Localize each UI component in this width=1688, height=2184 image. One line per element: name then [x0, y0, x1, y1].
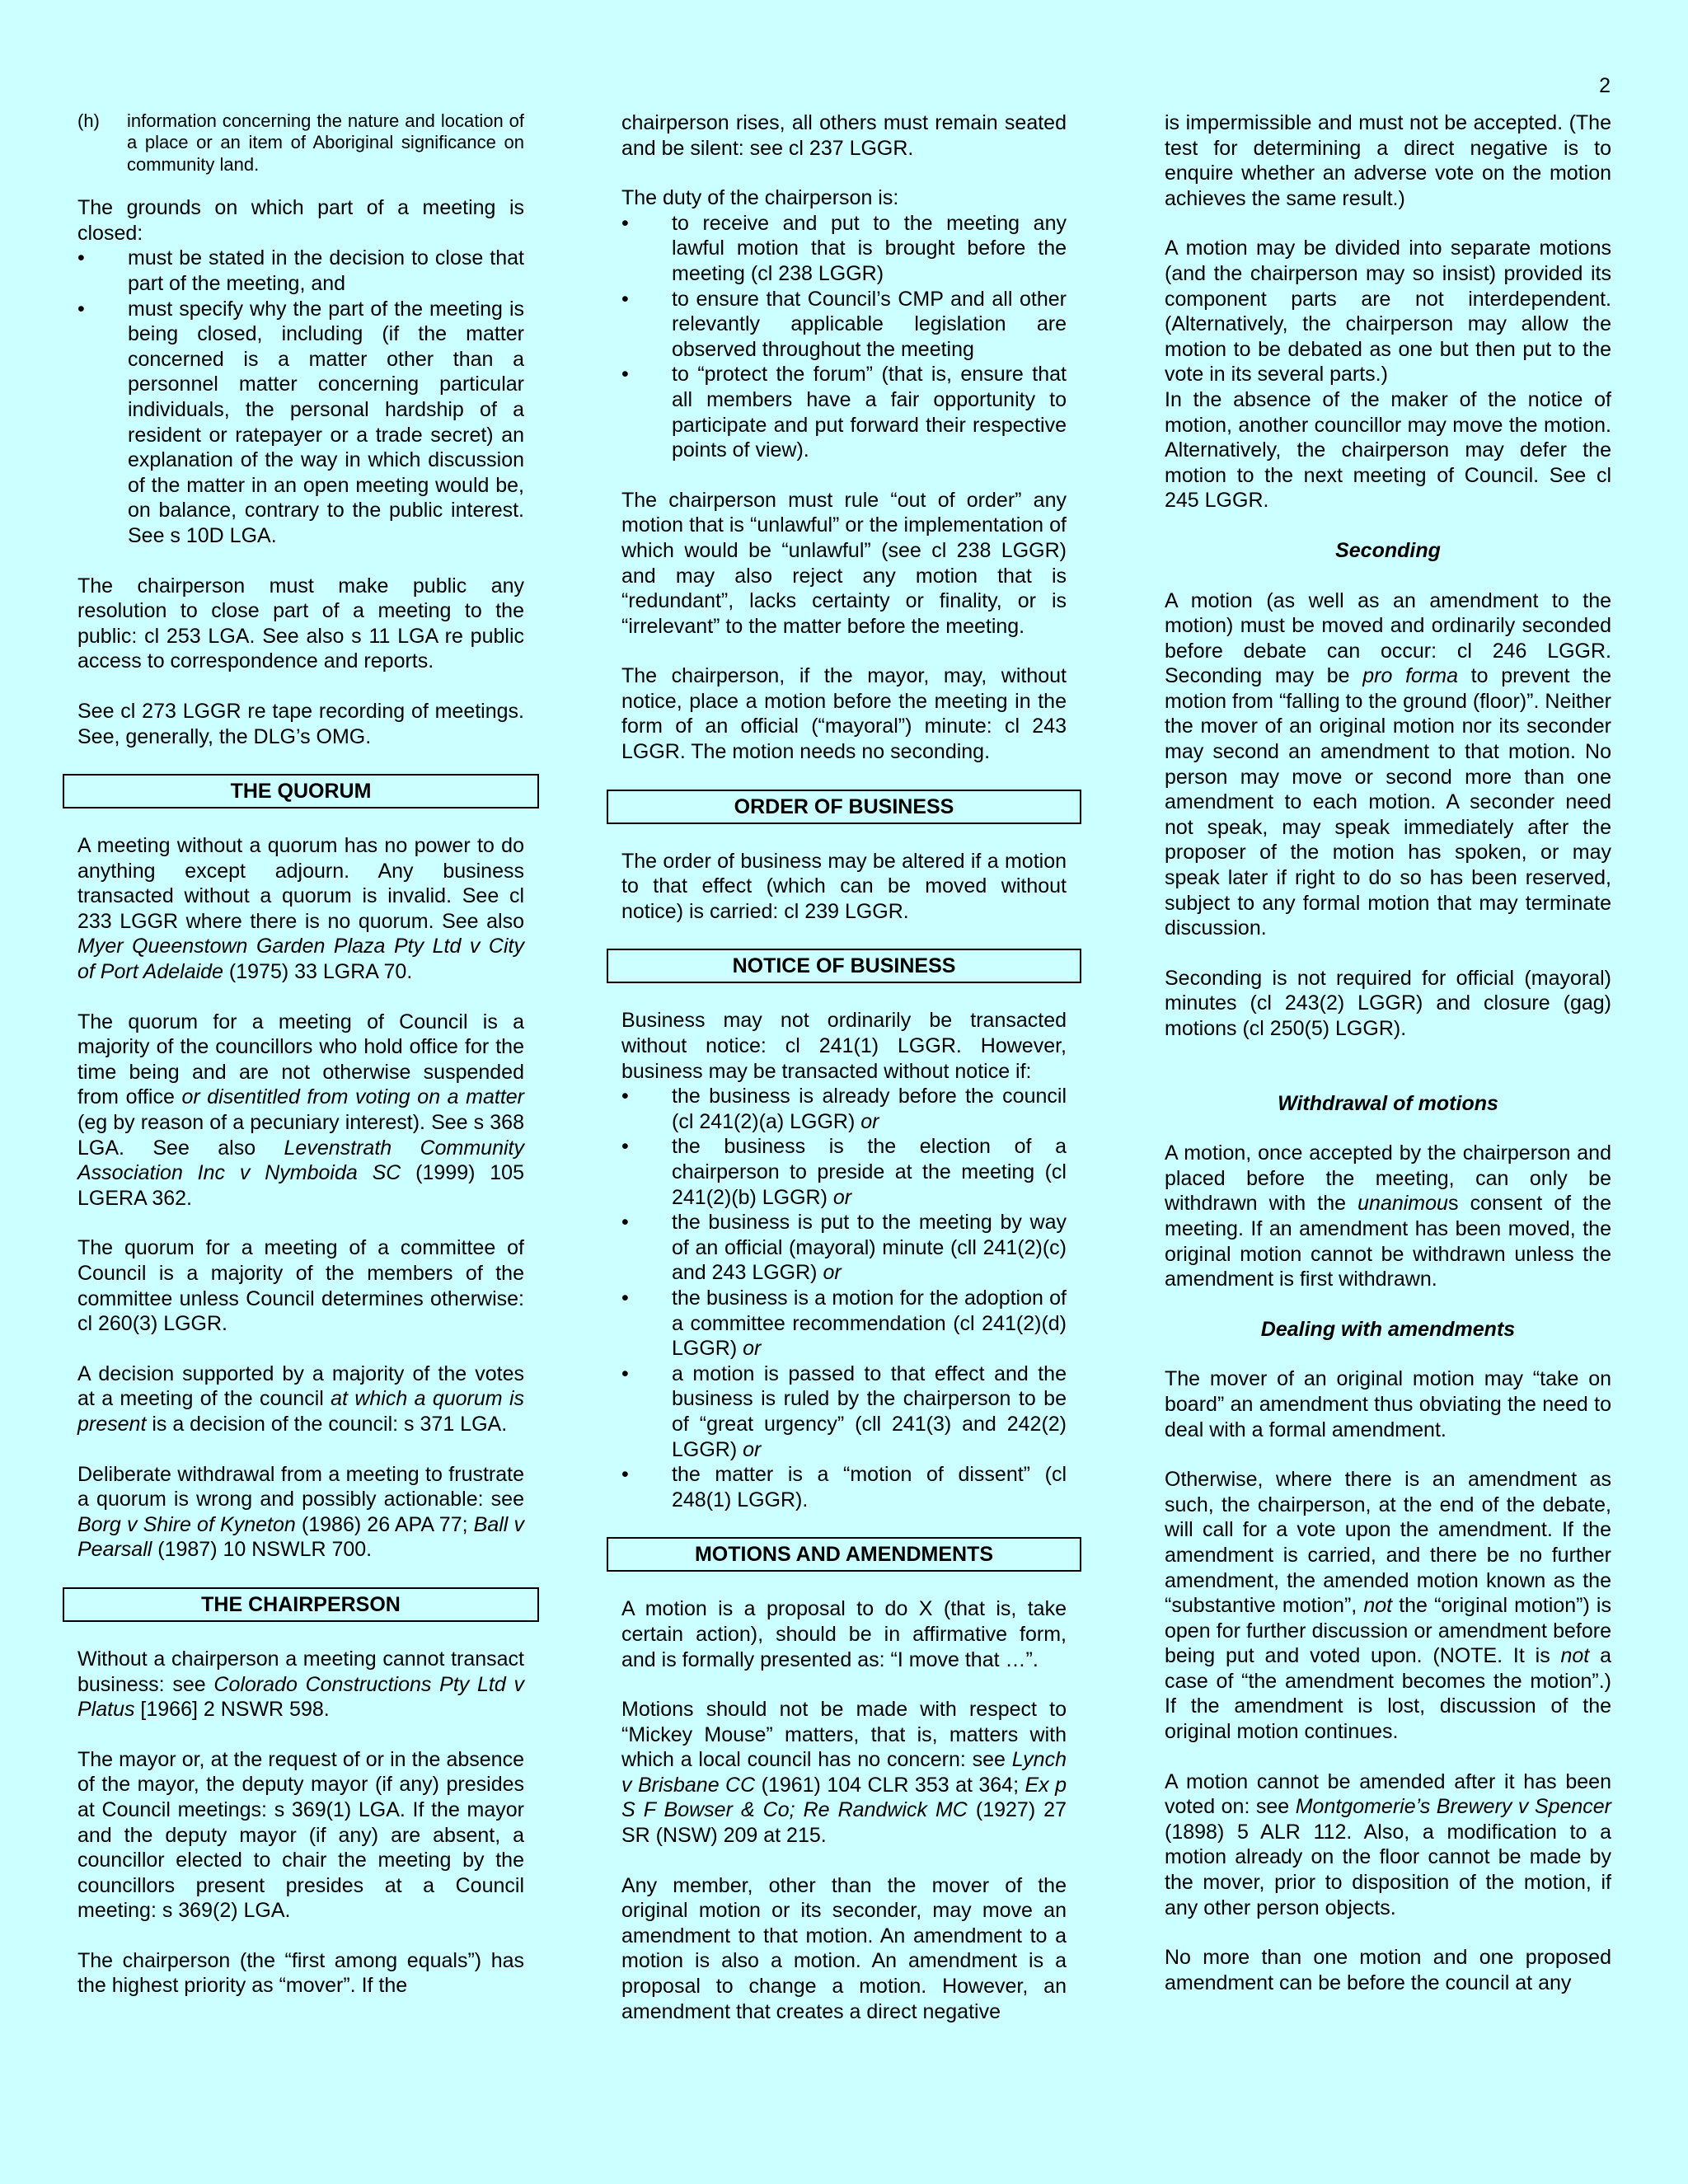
section-heading-notice-of-business: NOTICE OF BUSINESS [607, 949, 1081, 983]
notice-list [621, 1084, 1067, 1512]
dealing-paragraph-2: Otherwise, where there is an amendment as such, the chairperson, at the end of the debate, will call for a vote upon the amendment. If the amendment is carried, and there be no further amendment, the amended motion known as the “substantive motion”, not the “original motion”) is open for further discussion or amendment before being put and voted upon. (NOTE. It is not a case of “the amendment becomes the motion”.) If the amendment is lost, discussion of the original motion continues. [1165, 1468, 1611, 1744]
column-1 [77, 110, 524, 1999]
list-item: • the matter is a “motion of dissent” (cl 248(1) LGGR). [621, 1462, 1067, 1512]
page-number: 2 [1599, 74, 1611, 97]
section-heading-order-of-business: ORDER OF BUSINESS [607, 790, 1081, 824]
subheading-withdrawal: Withdrawal of motions [1278, 1091, 1498, 1115]
list-item: • to ensure that Council’s CMP and all other relevantly applicable legislation are observed throughout the meeting [621, 287, 1067, 363]
public-resolution-paragraph: The chairperson must make public any resolution to close part of a meeting to the public: cl 253 LGA. See also s 11 LGA re public access to correspondence and reports. [77, 574, 524, 673]
quorum-paragraph-2: The quorum for a meeting of Council is a majority of the councillors who hold office for the time being and are not otherwise suspended from office or disentitled from voting on a matter (eg by reason of a pecuniary interest). See s 368 LGA. See also Levenstrath Community Association Inc v Nymboida SC (1999) 105 LGERA 362. [77, 1010, 525, 1210]
section-heading-quorum: THE QUORUM [63, 774, 539, 808]
list-item: • the business is the election of a chairperson to preside at the meeting (cl 241(2)(b) LGGR) or [621, 1134, 1067, 1210]
grounds-intro: The grounds on which part of a meeting is closed: [77, 196, 524, 245]
chair-paragraph-2: The mayor or, at the request of or in the absence of the mayor, the deputy mayor (if any) presides at Council meetings: s 369(1) LGA. If the mayor and the deputy mayor (if any) are absent, a councillor elected to chair the meeting by the councillors present presides at a Council meeting: s 369(2) LGA. [77, 1747, 524, 1923]
list-item: • to receive and put to the meeting any lawful motion that is brought before the meeting (cl 238 LGGR) [621, 211, 1067, 287]
dealing-paragraph-1: The mover of an original motion may “take on board” an amendment thus obviating the need to deal with a formal amendment. [1165, 1367, 1611, 1441]
section-heading-motions-and-amendments: MOTIONS AND AMENDMENTS [607, 1537, 1081, 1572]
duty-list [621, 211, 1067, 463]
out-of-order-paragraph: The chairperson must rule “out of order” any motion that is “unlawful” or the implementation of which would be “unlawful” (see cl 238 LGGR) and may also reject any motion that is “redundant”, lacks certainty or finality, or is “irrelevant” to the matter before the meeting. [621, 488, 1067, 638]
column-2 [621, 110, 1067, 2024]
subheading-seconding: Seconding [1335, 538, 1441, 562]
quorum-paragraph-1: A meeting without a quorum has no power to do anything except adjourn. Any business transacted without a quorum is invalid. See cl 233 LGGR where there is no quorum. See also Myer Queenstown Garden Plaza Pty Ltd v City of Port Adelaide (1975) 33 LGRA 70. [77, 834, 524, 984]
tape-recording-paragraph: See cl 273 LGGR re tape recording of meetings. See, generally, the DLG’s OMG. [77, 699, 524, 748]
list-item: • the business is already before the council (cl 241(2)(a) LGGR) or [621, 1084, 1067, 1134]
continuation-paragraph: is impermissible and must not be accepted. (The test for determining a direct negative is to enquire whether an adverse vote on the motion achieves the same result.) [1165, 111, 1611, 210]
list-item: • must be stated in the decision to close that part of the meeting, and [77, 246, 524, 296]
chair-paragraph-3: The chairperson (the “first among equals”) has the highest priority as “mover”. If the [77, 1948, 524, 1998]
grounds-list [77, 246, 524, 548]
list-item: • must specify why the part of the meeting is being closed, including (if the matter concerned is a matter other than a personnel matter concerning particular individuals, the personal hardship of a resident or ratepayer or a trade secret) an explanation of the way in which discussion of the matter in an open meeting would be, on balance, contrary to the public interest. See s 10D LGA. [77, 297, 524, 549]
quorum-paragraph-4: A decision supported by a majority of the votes at a meeting of the council at which a quorum is present is a decision of the council: s 371 LGA. [77, 1361, 524, 1436]
divided-motion-paragraph: A motion may be divided into separate motions (and the chairperson may so insist) provided its component parts are not interdependent. (Alternatively, the chairperson may allow the motion to be debated as one but then put to the vote in its several parts.) [1165, 237, 1611, 387]
list-item: • the business is put to the meeting by way of an official (mayoral) minute (cll 241(2)(c) and 243 LGGR) or [621, 1210, 1067, 1286]
list-item-label: (h) [77, 110, 100, 131]
mayoral-minute-paragraph: The chairperson, if the mayor, may, without notice, place a motion before the meeting in the form of an official (“mayoral”) minute: cl 243 LGGR. The motion needs no seconding. [621, 664, 1067, 764]
quorum-paragraph-3: The quorum for a meeting of a committee of Council is a majority of the members of the committee unless Council determines otherwise: cl 260(3) LGGR. [77, 1236, 524, 1336]
continuation-paragraph: chairperson rises, all others must remain seated and be silent: see cl 237 LGGR. [621, 111, 1067, 160]
motion-definition-paragraph: A motion is a proposal to do X (that is, take certain action), should be in affirmative form, and is formally presented as: “I move that …”. [621, 1597, 1067, 1671]
seconding-paragraph-2: Seconding is not required for official (mayoral) minutes (cl 243(2) LGGR) and closure (gag) motions (cl 250(5) LGGR). [1165, 966, 1611, 1040]
absence-paragraph: In the absence of the maker of the notice of motion, another councillor may move the motion. Alternatively, the chairperson may defer the motion to the next meeting of Council. See cl 245 LGGR. [1165, 387, 1611, 513]
section-heading-chairperson: THE CHAIRPERSON [63, 1587, 539, 1622]
final-paragraph: No more than one motion and one proposed amendment can be before the council at any [1165, 1946, 1611, 1994]
list-item-text: information concerning the nature and location of a place or an item of Aboriginal significance on community land. [127, 110, 524, 175]
list-item: • a motion is passed to that effect and the business is ruled by the chairperson to be of “great urgency” (cll 241(3) and 242(2) LGGR) or [621, 1361, 1067, 1462]
seconding-paragraph-1: A motion (as well as an amendment to the motion) must be moved and ordinarily seconded before debate can occur: cl 246 LGGR. Seconding may be pro forma to prevent the motion from “falling to the ground (floor)”. Neither the mover of an original motion nor its seconder may second an amendment to that motion. No person may move or second more than one amendment to each motion. A seconder need not speak, may speak immediately after the proposer of the motion has spoken, or may speak later if right to do so has been reserved, subject to any formal motion that may terminate discussion. [1165, 588, 1612, 940]
list-item: • to “protect the forum” (that is, ensure that all members have a fair opportunity to participate and put forward their respective points of view). [621, 362, 1067, 462]
duty-intro: The duty of the chairperson is: [621, 186, 899, 210]
order-paragraph: The order of business may be altered if a motion to that effect (which can be moved without notice) is carried: cl 239 LGGR. [621, 849, 1067, 923]
amended-after-vote-paragraph: A motion cannot be amended after it has been voted on: see Montgomerie’s Brewery v Spencer (1898) 5 ALR 112. Also, a modification to a motion already on the floor cannot be made by the mover, prior to disposition of the motion, if any other person objects. [1165, 1769, 1612, 1919]
quorum-paragraph-5: Deliberate withdrawal from a meeting to frustrate a quorum is wrong and possibly actionable: see Borg v Shire of Kyneton (1986) 26 APA 77; Ball v Pearsall (1987) 10 NSWLR 700. [77, 1462, 524, 1562]
list-item-h [77, 110, 524, 176]
chair-paragraph-1: Without a chairperson a meeting cannot transact business: see Colorado Constructions Pty Ltd v Platus [1966] 2 NSWR 598. [77, 1647, 524, 1722]
mickey-mouse-paragraph: Motions should not be made with respect to “Mickey Mouse” matters, that is, matters with which a local council has no concern: see Lynch v Brisbane CC (1961) 104 CLR 353 at 364; Ex p S F Bowser & Co; Re Randwick MC (1927) 27 SR (NSW) 209 at 215. [621, 1698, 1067, 1848]
column-3 [1165, 110, 1611, 1995]
notice-intro: Business may not ordinarily be transacted without notice: cl 241(1) LGGR. However, business may be transacted without notice if: [621, 1009, 1067, 1083]
list-item: • the business is a motion for the adoption of a committee recommendation (cl 241(2)(d) LGGR) or [621, 1286, 1067, 1361]
amendment-paragraph: Any member, other than the mover of the original motion or its seconder, may move an amendment to that motion. An amendment to a motion is also a motion. An amendment is a proposal to change a motion. However, an amendment that creates a direct negative [621, 1873, 1067, 2023]
withdrawal-paragraph: A motion, once accepted by the chairperson and placed before the meeting, can only be withdrawn with the unanimous consent of the meeting. If an amendment has been moved, the original motion cannot be withdrawn unless the amendment is first withdrawn. [1165, 1141, 1611, 1291]
subheading-dealing-with-amendments: Dealing with amendments [1260, 1317, 1516, 1341]
